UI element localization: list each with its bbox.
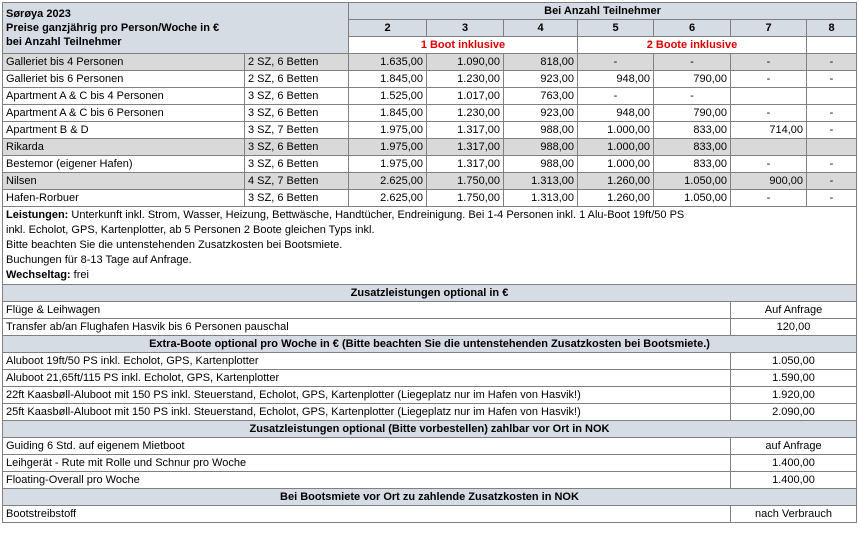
item-value: 1.590,00 <box>731 370 857 387</box>
wechseltag-label: Wechseltag: <box>6 269 71 281</box>
price-cell: 1.975,00 <box>349 156 427 173</box>
info-line: Bitte beachten Sie die untenstehenden Zusatzkosten bei Bootsmiete. <box>6 239 343 251</box>
accommodation-name: Apartment A & C bis 6 Personen <box>3 105 245 122</box>
price-cell: 948,00 <box>578 105 654 122</box>
table-row <box>3 438 857 455</box>
accommodation-name: Hafen-Rorbuer <box>3 190 245 207</box>
price-grid <box>2 2 857 523</box>
price-cell: 790,00 <box>654 71 731 88</box>
price-cell: - <box>731 71 807 88</box>
price-cell: 1.230,00 <box>427 105 504 122</box>
item-value: auf Anfrage <box>731 438 857 455</box>
price-cell: 2.625,00 <box>349 190 427 207</box>
price-cell: - <box>807 156 857 173</box>
table-row <box>3 173 857 190</box>
price-cell: 1.845,00 <box>349 105 427 122</box>
item-value: nach Verbrauch <box>731 506 857 523</box>
table-row <box>3 302 857 319</box>
leistungen-text: Unterkunft inkl. Strom, Wasser, Heizung, Bettwäsche, Handtücher, Endreinigung. Bei 1-4 Personen inkl. 1 Alu-Boot 19ft/50 PS <box>68 209 685 221</box>
price-cell <box>731 88 807 105</box>
info-line <box>6 268 853 283</box>
item-value: 1.400,00 <box>731 455 857 472</box>
participants-header: 7 <box>731 20 807 37</box>
table-row <box>3 404 857 421</box>
price-cell: 1.090,00 <box>427 54 504 71</box>
price-cell: - <box>654 88 731 105</box>
price-cell: 1.000,00 <box>578 156 654 173</box>
table-row <box>3 122 857 139</box>
table-row <box>3 370 857 387</box>
participants-header: 2 <box>349 20 427 37</box>
price-cell: - <box>654 54 731 71</box>
price-cell: 1.000,00 <box>578 122 654 139</box>
price-cell: 818,00 <box>504 54 578 71</box>
wechseltag-value: frei <box>70 269 89 281</box>
participants-header: 5 <box>578 20 654 37</box>
accommodation-name: Apartment A & C bis 4 Personen <box>3 88 245 105</box>
price-cell: 900,00 <box>731 173 807 190</box>
price-cell: 1.260,00 <box>578 190 654 207</box>
participants-header: 8 <box>807 20 857 37</box>
price-cell: - <box>731 190 807 207</box>
accommodation-name: Apartment B & D <box>3 122 245 139</box>
price-cell: 948,00 <box>578 71 654 88</box>
price-cell: 1.525,00 <box>349 88 427 105</box>
price-cell: - <box>807 71 857 88</box>
info-line: Buchungen für 8-13 Tage auf Anfrage. <box>6 254 192 266</box>
table-row <box>3 506 857 523</box>
price-cell: - <box>731 105 807 122</box>
price-cell: 1.313,00 <box>504 190 578 207</box>
participants-header: 4 <box>504 20 578 37</box>
item-label: Transfer ab/an Flughafen Hasvik bis 6 Personen pauschal <box>3 319 731 336</box>
price-cell: - <box>807 122 857 139</box>
price-cell <box>807 88 857 105</box>
price-table <box>2 2 857 523</box>
price-cell <box>731 139 807 156</box>
price-cell: 1.050,00 <box>654 173 731 190</box>
table-row <box>3 105 857 122</box>
price-cell: 1.750,00 <box>427 190 504 207</box>
price-cell: 1.975,00 <box>349 139 427 156</box>
price-cell: 1.975,00 <box>349 122 427 139</box>
info-block <box>3 207 857 285</box>
table-row <box>3 353 857 370</box>
price-cell: 1.260,00 <box>578 173 654 190</box>
price-cell: 1.317,00 <box>427 122 504 139</box>
price-cell: 2.625,00 <box>349 173 427 190</box>
item-label: 22ft Kaasbøll-Aluboot mit 150 PS inkl. Steuerstand, Echolot, GPS, Kartenplotter (Liegeplatz nur im Hafen von Hasvik!) <box>3 387 731 404</box>
accommodation-rooms: 3 SZ, 6 Betten <box>245 190 349 207</box>
item-label: Guiding 6 Std. auf eigenem Mietboot <box>3 438 731 455</box>
accommodation-name: Galleriet bis 6 Personen <box>3 71 245 88</box>
price-cell: 1.845,00 <box>349 71 427 88</box>
price-cell: - <box>578 88 654 105</box>
item-value: 1.400,00 <box>731 472 857 489</box>
accommodation-rooms: 3 SZ, 7 Betten <box>245 122 349 139</box>
price-cell: 923,00 <box>504 71 578 88</box>
price-cell: 1.635,00 <box>349 54 427 71</box>
boats-included-note: 2 Boote inklusive <box>578 37 807 54</box>
price-cell <box>807 139 857 156</box>
table-row <box>3 139 857 156</box>
section-title: Zusatzleistungen optional in € <box>3 285 857 302</box>
price-cell: - <box>807 173 857 190</box>
price-cell: 833,00 <box>654 122 731 139</box>
price-cell: 1.000,00 <box>578 139 654 156</box>
section-title: Zusatzleistungen optional (Bitte vorbestellen) zahlbar vor Ort in NOK <box>3 421 857 438</box>
participants-header: 3 <box>427 20 504 37</box>
participants-header: 6 <box>654 20 731 37</box>
title-line: Sørøya 2023 <box>6 8 71 20</box>
section-header-row <box>3 336 857 353</box>
price-cell: 833,00 <box>654 139 731 156</box>
item-label: Aluboot 19ft/50 PS inkl. Echolot, GPS, Kartenplotter <box>3 353 731 370</box>
price-cell: 988,00 <box>504 139 578 156</box>
table-row <box>3 387 857 404</box>
item-label: Floating-Overall pro Woche <box>3 472 731 489</box>
item-label: 25ft Kaasbøll-Aluboot mit 150 PS inkl. Steuerstand, Echolot, GPS, Kartenplotter (Liegeplatz nur im Hafen von Hasvik!) <box>3 404 731 421</box>
price-cell: - <box>807 105 857 122</box>
accommodation-rooms: 3 SZ, 6 Betten <box>245 139 349 156</box>
accommodation-rooms: 4 SZ, 7 Betten <box>245 173 349 190</box>
empty-cell <box>807 37 857 54</box>
item-label: Bootstreibstoff <box>3 506 731 523</box>
price-cell: 1.317,00 <box>427 139 504 156</box>
accommodation-name: Bestemor (eigener Hafen) <box>3 156 245 173</box>
price-cell: 1.317,00 <box>427 156 504 173</box>
accommodation-rooms: 3 SZ, 6 Betten <box>245 156 349 173</box>
price-cell: 833,00 <box>654 156 731 173</box>
item-label: Leihgerät - Rute mit Rolle und Schnur pro Woche <box>3 455 731 472</box>
price-cell: 1.050,00 <box>654 190 731 207</box>
price-cell: 988,00 <box>504 122 578 139</box>
price-cell: - <box>578 54 654 71</box>
price-cell: - <box>807 54 857 71</box>
item-value: 120,00 <box>731 319 857 336</box>
price-cell: - <box>731 54 807 71</box>
price-cell: 1.230,00 <box>427 71 504 88</box>
price-cell: - <box>807 190 857 207</box>
price-cell: 1.750,00 <box>427 173 504 190</box>
table-row <box>3 319 857 336</box>
accommodation-rooms: 3 SZ, 6 Betten <box>245 105 349 122</box>
item-value: 1.050,00 <box>731 353 857 370</box>
item-value: Auf Anfrage <box>731 302 857 319</box>
price-cell: - <box>731 156 807 173</box>
price-cell: 714,00 <box>731 122 807 139</box>
table-row <box>3 190 857 207</box>
boat-included-note: 1 Boot inklusive <box>349 37 578 54</box>
title-line: Preise ganzjährig pro Person/Woche in € <box>6 22 220 34</box>
table-row <box>3 54 857 71</box>
item-value: 2.090,00 <box>731 404 857 421</box>
price-cell: 763,00 <box>504 88 578 105</box>
item-label: Aluboot 21,65ft/115 PS inkl. Echolot, GPS, Kartenplotter <box>3 370 731 387</box>
section-header-row <box>3 489 857 506</box>
accommodation-rooms: 2 SZ, 6 Betten <box>245 71 349 88</box>
table-row <box>3 455 857 472</box>
price-cell: 790,00 <box>654 105 731 122</box>
item-label: Flüge & Leihwagen <box>3 302 731 319</box>
section-title: Extra-Boote optional pro Woche in € (Bitte beachten Sie die untenstehenden Zusatzkosten bei Bootsmiete.) <box>3 336 857 353</box>
table-row <box>3 472 857 489</box>
leistungen-label: Leistungen: <box>6 209 69 221</box>
title-line: bei Anzahl Teilnehmer <box>6 36 122 48</box>
price-cell: 1.313,00 <box>504 173 578 190</box>
table-title <box>3 3 349 54</box>
info-row <box>3 207 857 285</box>
accommodation-name: Rikarda <box>3 139 245 156</box>
participants-group-header: Bei Anzahl Teilnehmer <box>349 3 857 20</box>
table-row <box>3 156 857 173</box>
table-row <box>3 71 857 88</box>
info-line <box>6 208 853 223</box>
accommodation-name: Galleriet bis 4 Personen <box>3 54 245 71</box>
accommodation-name: Nilsen <box>3 173 245 190</box>
price-cell: 1.017,00 <box>427 88 504 105</box>
table-row <box>3 88 857 105</box>
section-header-row <box>3 285 857 302</box>
price-cell: 988,00 <box>504 156 578 173</box>
accommodation-rooms: 3 SZ, 6 Betten <box>245 88 349 105</box>
item-value: 1.920,00 <box>731 387 857 404</box>
accommodation-rooms: 2 SZ, 6 Betten <box>245 54 349 71</box>
section-header-row <box>3 421 857 438</box>
info-line: inkl. Echolot, GPS, Kartenplotter, ab 5 Personen 2 Boote gleichen Typs inkl. <box>6 224 375 236</box>
price-cell: 923,00 <box>504 105 578 122</box>
section-title: Bei Bootsmiete vor Ort zu zahlende Zusatzkosten in NOK <box>3 489 857 506</box>
